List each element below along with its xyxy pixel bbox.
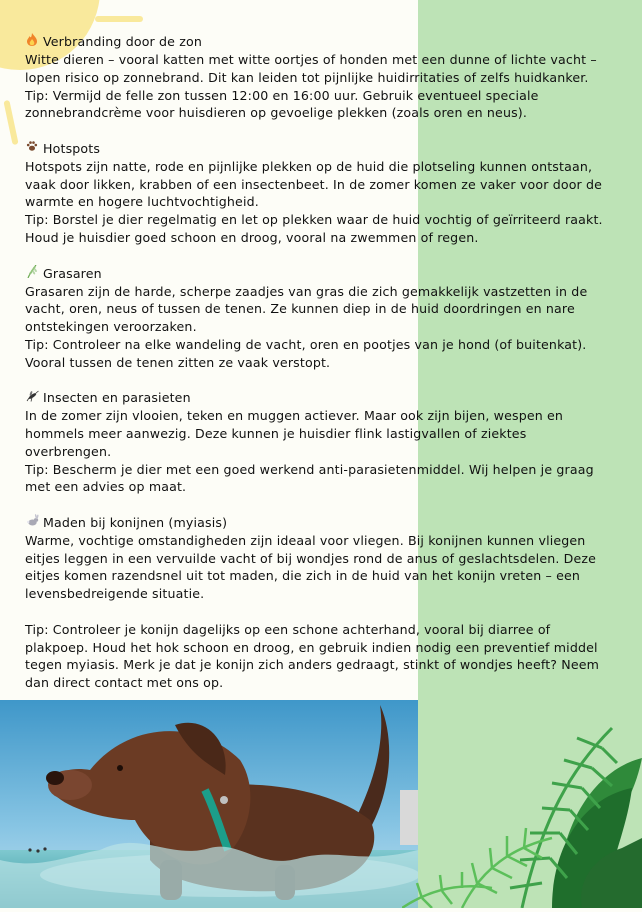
section-tip: Tip: Controleer je konijn dagelijks op een schone achterhand, vooral bij diarree of plakpoep. Houd het hok schoon en droog, en gebruik indien nodig een preventief middel tegen myiasis. Merk je dat je konijn zich anders gedraagt, stinkt of wondjes heeft? Neem dan direct contact met ons op. bbox=[25, 621, 600, 691]
mosquito-icon bbox=[25, 390, 39, 407]
section-paragraph: Grasaren zijn de harde, scherpe zaadjes van gras die zich gemakkelijk vastzetten in de vacht, oren, neus of tussen de tenen. Ze kunnen diep in de huid doordringen en nare ontstekingen veroorzaken. bbox=[25, 283, 588, 335]
section-paragraph: In de zomer zijn vlooien, teken en muggen actiever. Maar ook zijn bijen, wespen en hommels meer aanwezig. Deze kunnen je huisdier flink lastigvallen of ziektes overbrengen. bbox=[25, 408, 564, 459]
section-hotspots bbox=[25, 140, 615, 247]
section-paragraph: Hotspots zijn natte, rode en pijnlijke plekken op de huid die plotseling kunnen ontstaan, vaak door likken, krabben of een insectenbeet. In de zomer komen ze vaker voor door de warmte en hogere luchtvochtigheid. bbox=[25, 158, 603, 210]
section-heading bbox=[25, 140, 615, 158]
section-title: Maden bij konijnen (myiasis) bbox=[43, 514, 228, 530]
tropical-leaves-illustration bbox=[402, 698, 642, 908]
fire-icon bbox=[25, 33, 39, 51]
section-myiasis bbox=[25, 514, 615, 603]
section-grass-awns bbox=[25, 265, 615, 372]
sun-ray-decoration bbox=[95, 16, 143, 22]
section-closing-tip bbox=[25, 621, 615, 692]
section-sunburn bbox=[25, 33, 615, 122]
section-tip: Tip: Vermijd de felle zon tussen 12:00 en 16:00 uur. Gebruik eventueel speciale zonnebrandcrème voor huisdieren op gevoelige plekken (zoals oren en neus). bbox=[25, 87, 539, 121]
section-title: Grasaren bbox=[43, 265, 102, 281]
section-tip: Tip: Bescherm je dier met een goed werkend anti-parasietenmiddel. Wij helpen je graag met een advies op maat. bbox=[25, 461, 594, 495]
rabbit-icon bbox=[25, 514, 39, 531]
section-heading bbox=[25, 33, 615, 51]
article-content bbox=[25, 33, 615, 710]
section-paragraph: Witte dieren – vooral katten met witte oortjes of honden met een dunne of lichte vacht – lopen risico op zonnebrand. Dit kan leiden tot pijnlijke huidirritaties of zelfs huidkanker. bbox=[25, 52, 597, 85]
section-heading bbox=[25, 514, 615, 532]
section-title: Insecten en parasieten bbox=[43, 390, 191, 406]
paw-icon bbox=[25, 140, 39, 157]
dog-in-water-photo bbox=[0, 700, 418, 908]
section-heading bbox=[25, 265, 615, 283]
section-tip: Tip: Controleer na elke wandeling de vacht, oren en pootjes van je hond (of buitenkat). Vooral tussen de tenen zitten ze vaak verstopt. bbox=[25, 336, 587, 370]
grass-icon bbox=[25, 265, 39, 283]
section-heading bbox=[25, 389, 615, 407]
section-title: Hotspots bbox=[43, 140, 101, 156]
section-tip: Tip: Borstel je dier regelmatig en let op plekken waar de huid vochtig of geïrriteerd raakt. Houd je huisdier goed schoon en droog, vooral na zwemmen of regen. bbox=[25, 212, 603, 245]
section-title: Verbranding door de zon bbox=[43, 34, 202, 50]
section-paragraph: Warme, vochtige omstandigheden zijn ideaal voor vliegen. Bij konijnen kunnen vliegen eitjes leggen in een vervuilde vacht of bij wondjes rond de anus of geslachtsdelen. Deze eitjes komen razendsnel uit tot maden, die zich in de huid van het konijn vreten – een levensbedreigende situatie. bbox=[25, 532, 597, 602]
sun-ray-decoration bbox=[3, 100, 18, 145]
section-insects bbox=[25, 389, 615, 496]
